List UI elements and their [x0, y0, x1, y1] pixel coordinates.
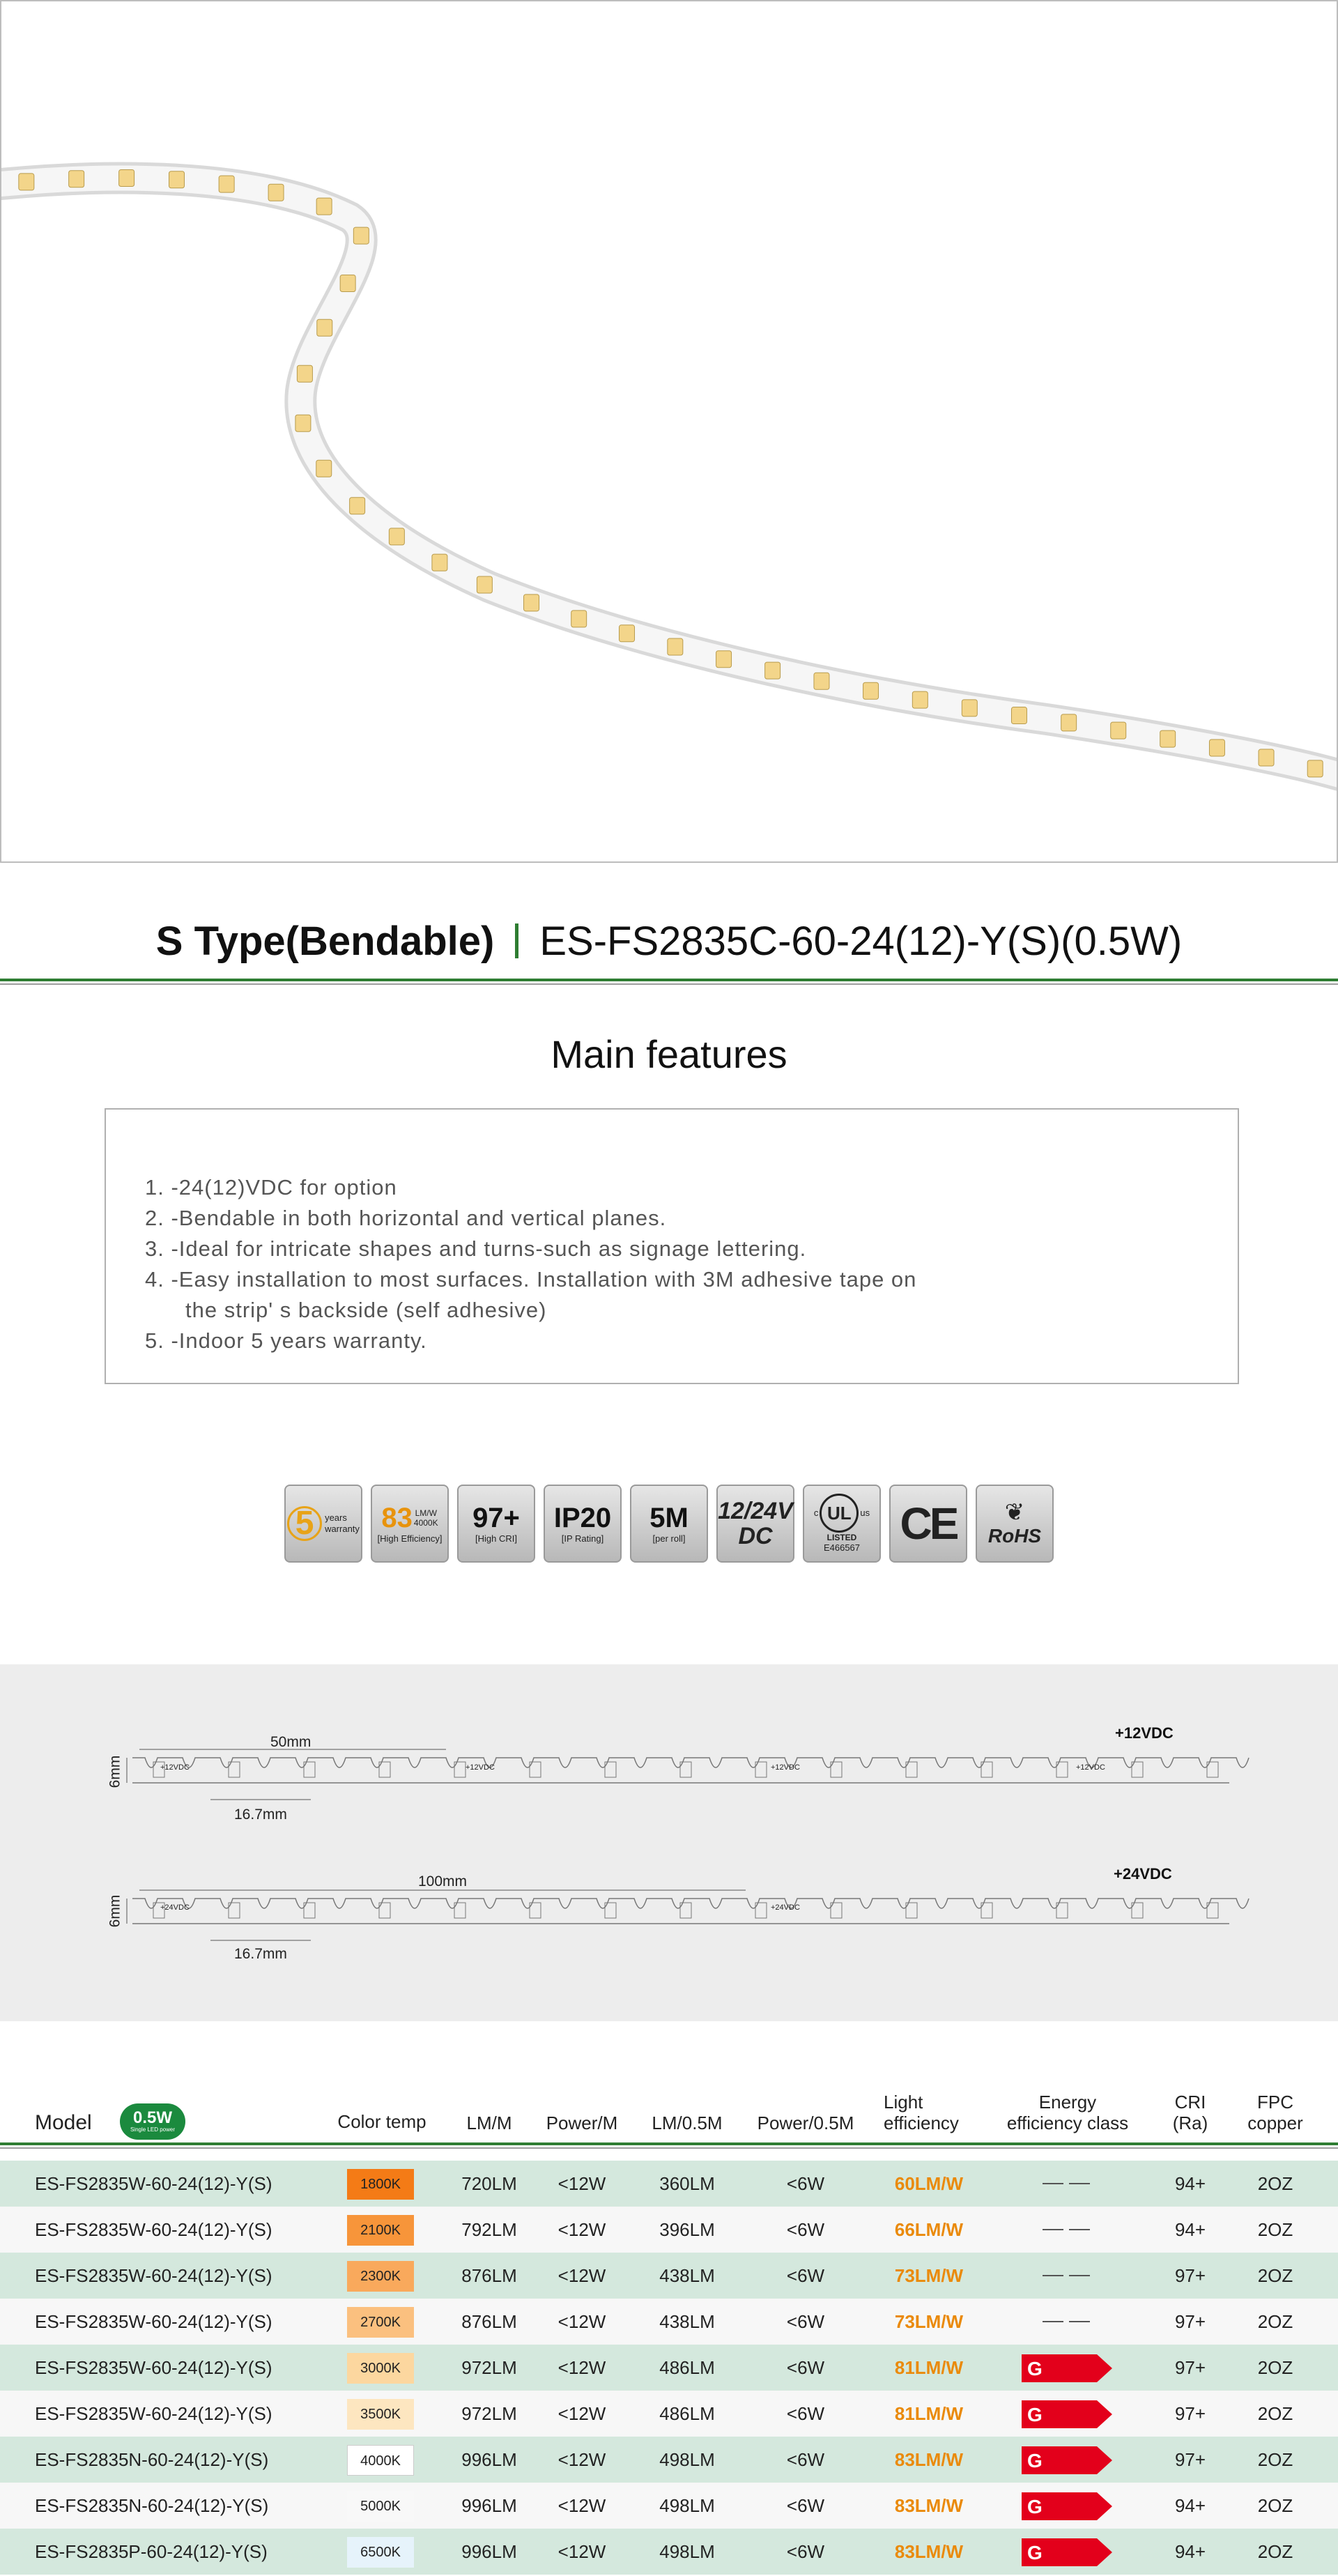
cell-color-temp-swatch: 3000K	[347, 2353, 414, 2384]
efficiency-value: 83	[381, 1503, 413, 1533]
header-light-efficiency-1: Light	[884, 2092, 923, 2113]
header-energy-class-2: efficiency class	[1006, 2113, 1129, 2133]
cell-lm-per-m: 996LM	[461, 2541, 517, 2562]
cell-lm-per-half-m: 396LM	[659, 2219, 715, 2240]
cell-color-temp-swatch: 3500K	[347, 2399, 414, 2430]
cri-caption: [High CRI]	[475, 1533, 517, 1544]
ce-badge	[889, 1485, 967, 1563]
cell-lm-per-half-m: 360LM	[659, 2173, 715, 2194]
energy-class-arrow-icon	[1022, 2538, 1112, 2566]
header-power-per-half-m: Power/0.5M	[757, 2113, 854, 2133]
cell-lm-per-m: 972LM	[461, 2403, 517, 2424]
energy-class-empty	[1043, 2229, 1063, 2230]
energy-class-arrow-icon	[1022, 2400, 1112, 2428]
cell-fpc-copper: 2OZ	[1257, 2219, 1293, 2240]
product-model-title: ES-FS2835C-60-24(12)-Y(S)(0.5W)	[539, 918, 1183, 964]
cell-power-per-half-m: <6W	[786, 2357, 825, 2378]
cell-cri: 94+	[1174, 2541, 1206, 2562]
cell-lm-per-half-m: 438LM	[659, 2265, 715, 2286]
cell-color-temp-swatch: 5000K	[347, 2491, 414, 2522]
product-type-title: S Type(Bendable)	[155, 918, 495, 964]
ce-logo-icon: CE	[900, 1498, 957, 1549]
cell-power-per-m: <12W	[558, 2265, 606, 2286]
rohs-badge	[976, 1485, 1054, 1563]
cell-color-temp-swatch: 2100K	[347, 2215, 414, 2246]
feature-item: 5. -Indoor 5 years warranty.	[145, 1328, 427, 1353]
cell-power-per-half-m: <6W	[786, 2219, 825, 2240]
cell-lm-per-m: 720LM	[461, 2173, 517, 2194]
header-energy-class-1: Energy	[1038, 2092, 1097, 2113]
led-chip	[524, 595, 539, 611]
cell-lm-per-half-m: 486LM	[659, 2403, 715, 2424]
led-chip	[219, 176, 234, 192]
leaf-icon: ❦	[1004, 1499, 1025, 1526]
header-lm-per-half-m: LM/0.5M	[652, 2113, 723, 2133]
cell-color-temp-swatch: 1800K	[347, 2169, 414, 2200]
title-divider-gray	[0, 983, 1338, 985]
table-header-divider-gray	[0, 2147, 1338, 2149]
cell-cri: 94+	[1174, 2173, 1206, 2194]
cell-fpc-copper: 2OZ	[1257, 2403, 1293, 2424]
table-row	[0, 2299, 1338, 2345]
led-chip	[119, 170, 134, 187]
cri-value: 97+	[472, 1503, 520, 1533]
energy-class-letter: G	[1027, 2404, 1043, 2425]
energy-class-empty	[1043, 2183, 1063, 2184]
cell-lm-per-half-m: 498LM	[659, 2495, 715, 2516]
cell-power-per-half-m: <6W	[786, 2173, 825, 2194]
table-row	[0, 2391, 1338, 2437]
led-chip	[432, 554, 447, 571]
length-value: 5M	[649, 1503, 689, 1533]
led-chip	[350, 498, 365, 514]
strip2-pcb-marking: +24VDC	[771, 1903, 800, 1912]
strip1-pcb-marking: +12VDC	[771, 1763, 800, 1772]
header-color-temp: Color temp	[337, 2111, 426, 2132]
cell-fpc-copper: 2OZ	[1257, 2449, 1293, 2470]
roll-length-badge	[630, 1485, 708, 1563]
ul-logo-icon: UL	[820, 1494, 859, 1533]
cell-lm-per-half-m: 498LM	[659, 2541, 715, 2562]
table-row	[0, 2345, 1338, 2391]
led-chip	[1209, 739, 1224, 756]
hero-product-image	[0, 0, 1338, 863]
table-row	[0, 2529, 1338, 2575]
cell-power-per-m: <12W	[558, 2541, 606, 2562]
led-chip	[317, 319, 332, 336]
energy-class-letter: G	[1027, 2542, 1043, 2563]
led-chip	[1111, 722, 1126, 739]
led-chip	[814, 673, 829, 689]
cell-color-temp-swatch: 4000K	[347, 2445, 414, 2476]
spec-table-body	[0, 2161, 1338, 2575]
table-row	[0, 2253, 1338, 2299]
led-chip	[1011, 707, 1026, 724]
cell-power-per-half-m: <6W	[786, 2265, 825, 2286]
header-fpc-1: FPC	[1257, 2092, 1293, 2113]
cell-power-per-half-m: <6W	[786, 2449, 825, 2470]
table-row	[0, 2483, 1338, 2529]
led-chip	[353, 227, 369, 244]
led-chip	[477, 576, 492, 593]
spec-table	[0, 2092, 1338, 2144]
feature-item: 4. -Easy installation to most surfaces. Installation with 3M adhesive tape on	[145, 1267, 917, 1291]
header-fpc-2: copper	[1247, 2113, 1303, 2133]
ul-c: c	[813, 1508, 819, 1518]
feature-item: 3. -Ideal for intricate shapes and turns-such as signage lettering.	[145, 1236, 807, 1261]
led-chip	[389, 528, 404, 545]
header-cri-2: (Ra)	[1172, 2113, 1208, 2133]
cell-lm-per-m: 876LM	[461, 2265, 517, 2286]
cell-color-temp-swatch: 6500K	[347, 2537, 414, 2568]
led-chip	[1160, 730, 1176, 747]
strip1-width-label: 6mm	[107, 1755, 123, 1788]
cell-model: ES-FS2835W-60-24(12)-Y(S)	[35, 2219, 272, 2240]
cell-power-per-half-m: <6W	[786, 2403, 825, 2424]
table-row	[0, 2207, 1338, 2253]
cell-light-efficiency: 83LM/W	[894, 2541, 964, 2562]
led-chip	[295, 415, 311, 431]
energy-class-letter: G	[1027, 2496, 1043, 2517]
cell-power-per-m: <12W	[558, 2449, 606, 2470]
warranty-line1: years	[325, 1512, 347, 1523]
table-header-divider-green	[0, 2142, 1338, 2145]
cell-lm-per-m: 876LM	[461, 2311, 517, 2332]
led-chip	[1061, 714, 1077, 731]
led-chip	[340, 275, 355, 291]
cell-light-efficiency: 60LM/W	[894, 2173, 964, 2194]
header-cri-1: CRI	[1174, 2092, 1206, 2113]
features-heading: Main features	[551, 1032, 787, 1076]
cell-cri: 97+	[1174, 2403, 1206, 2424]
led-chip	[962, 700, 977, 716]
cell-cri: 97+	[1174, 2449, 1206, 2470]
cell-fpc-copper: 2OZ	[1257, 2495, 1293, 2516]
rohs-logo-text: RoHS	[987, 1525, 1042, 1547]
feature-item-continued: the strip' s backside (self adhesive)	[185, 1298, 547, 1322]
warranty-badge	[284, 1485, 362, 1563]
feature-item: 2. -Bendable in both horizontal and vertical planes.	[145, 1206, 667, 1230]
cell-power-per-m: <12W	[558, 2495, 606, 2516]
power-badge-caption: Single LED power	[130, 2126, 176, 2133]
led-chip	[620, 625, 635, 642]
energy-class-empty	[1043, 2321, 1063, 2322]
header-lm-per-m: LM/M	[466, 2113, 512, 2133]
cell-model: ES-FS2835W-60-24(12)-Y(S)	[35, 2403, 272, 2424]
cell-power-per-m: <12W	[558, 2173, 606, 2194]
cell-model: ES-FS2835W-60-24(12)-Y(S)	[35, 2357, 272, 2378]
cell-cri: 97+	[1174, 2311, 1206, 2332]
cell-model: ES-FS2835N-60-24(12)-Y(S)	[35, 2495, 269, 2516]
cell-color-temp-swatch: 2300K	[347, 2261, 414, 2292]
cri-badge	[457, 1485, 535, 1563]
cell-power-per-half-m: <6W	[786, 2495, 825, 2516]
efficiency-cct: 4000K	[413, 1518, 438, 1528]
table-row	[0, 2437, 1338, 2483]
title-separator	[515, 923, 518, 958]
led-chip	[716, 651, 732, 668]
cell-fpc-copper: 2OZ	[1257, 2357, 1293, 2378]
cell-power-per-half-m: <6W	[786, 2311, 825, 2332]
voltage-type: DC	[738, 1523, 773, 1549]
spec-table-header	[0, 2092, 1338, 2144]
cell-model: ES-FS2835W-60-24(12)-Y(S)	[35, 2265, 272, 2286]
cell-cri: 97+	[1174, 2357, 1206, 2378]
energy-class-empty	[1069, 2183, 1090, 2184]
header-light-efficiency-2: efficiency	[884, 2113, 959, 2133]
cell-model: ES-FS2835N-60-24(12)-Y(S)	[35, 2449, 269, 2470]
led-chip	[268, 184, 284, 201]
strip1-pitch-label: 16.7mm	[234, 1807, 287, 1823]
strip2-voltage-label: +24VDC	[1114, 1865, 1172, 1883]
strip1-length-label: 50mm	[270, 1734, 312, 1750]
cell-fpc-copper: 2OZ	[1257, 2173, 1293, 2194]
cell-power-per-m: <12W	[558, 2357, 606, 2378]
strip2-width-label: 6mm	[107, 1894, 123, 1928]
cell-light-efficiency: 66LM/W	[894, 2219, 964, 2240]
cell-light-efficiency: 81LM/W	[894, 2403, 964, 2424]
led-chip	[765, 662, 780, 679]
ul-us: us	[860, 1508, 870, 1518]
ip-value: IP20	[553, 1503, 612, 1533]
energy-class-letter: G	[1027, 2450, 1043, 2471]
strip-outline-top	[132, 1899, 1249, 1908]
ul-number: E466567	[823, 1542, 861, 1553]
cell-cri: 94+	[1174, 2219, 1206, 2240]
energy-class-arrow-icon	[1022, 2354, 1112, 2382]
cell-power-per-m: <12W	[558, 2219, 606, 2240]
table-row	[0, 2161, 1338, 2207]
cell-power-per-m: <12W	[558, 2311, 606, 2332]
dimension-drawings	[0, 1664, 1338, 2021]
cell-model: ES-FS2835W-60-24(12)-Y(S)	[35, 2173, 272, 2194]
led-chip	[297, 365, 312, 382]
led-chip	[19, 174, 34, 190]
cell-fpc-copper: 2OZ	[1257, 2541, 1293, 2562]
title-divider-green	[0, 979, 1338, 981]
cell-power-per-m: <12W	[558, 2403, 606, 2424]
cell-light-efficiency: 73LM/W	[894, 2311, 964, 2332]
ip-caption: [IP Rating]	[561, 1533, 604, 1544]
efficiency-unit: LM/W	[415, 1508, 437, 1518]
energy-class-empty	[1069, 2321, 1090, 2322]
energy-class-arrow-icon	[1022, 2492, 1112, 2520]
cell-light-efficiency: 73LM/W	[894, 2265, 964, 2286]
certification-badges	[0, 1485, 1338, 1563]
cell-lm-per-m: 972LM	[461, 2357, 517, 2378]
strip2-pitch-label: 16.7mm	[234, 1946, 287, 1962]
led-chip	[1259, 749, 1274, 766]
led-chip	[912, 691, 928, 708]
cell-light-efficiency: 81LM/W	[894, 2357, 964, 2378]
led-chip	[668, 638, 683, 655]
led-strip-illustration	[1, 1, 1338, 863]
led-chip	[169, 171, 185, 188]
cell-power-per-half-m: <6W	[786, 2541, 825, 2562]
ul-listed-text: LISTED	[826, 1533, 857, 1542]
cell-fpc-copper: 2OZ	[1257, 2265, 1293, 2286]
cell-model: ES-FS2835W-60-24(12)-Y(S)	[35, 2311, 272, 2332]
led-chip	[69, 171, 84, 187]
single-led-power-badge	[120, 2103, 185, 2140]
power-badge-value: 0.5W	[132, 2108, 172, 2127]
cell-lm-per-half-m: 498LM	[659, 2449, 715, 2470]
led-chip	[1307, 760, 1323, 777]
dimension-drawing-section	[0, 1664, 1338, 2021]
cell-lm-per-m: 996LM	[461, 2495, 517, 2516]
energy-class-empty	[1043, 2275, 1063, 2276]
cell-fpc-copper: 2OZ	[1257, 2311, 1293, 2332]
strip2-pcb-marking: +24VDC	[160, 1903, 190, 1912]
energy-class-letter: G	[1027, 2358, 1043, 2379]
strip1-pcb-marking: +12VDC	[160, 1763, 190, 1772]
cell-light-efficiency: 83LM/W	[894, 2495, 964, 2516]
length-caption: [per roll]	[652, 1533, 686, 1544]
cell-lm-per-m: 792LM	[461, 2219, 517, 2240]
efficiency-badge	[371, 1485, 449, 1563]
header-model: Model	[35, 2111, 92, 2134]
led-chip	[863, 682, 879, 699]
energy-class-empty	[1069, 2229, 1090, 2230]
strip1-pcb-marking: +12VDC	[1076, 1763, 1105, 1772]
voltage-badge	[716, 1485, 794, 1563]
led-chip	[571, 611, 587, 627]
ip-rating-badge	[544, 1485, 622, 1563]
cell-color-temp-swatch: 2700K	[347, 2307, 414, 2338]
feature-item: 1. -24(12)VDC for option	[145, 1175, 397, 1199]
efficiency-caption: [High Efficiency]	[377, 1533, 443, 1544]
cell-lm-per-half-m: 486LM	[659, 2357, 715, 2378]
ul-listed-badge	[803, 1485, 881, 1563]
voltage-value: 12/24V	[718, 1498, 793, 1524]
cell-model: ES-FS2835P-60-24(12)-Y(S)	[35, 2541, 268, 2562]
led-chip	[316, 460, 332, 477]
cell-lm-per-m: 996LM	[461, 2449, 517, 2470]
cell-cri: 97+	[1174, 2265, 1206, 2286]
warranty-line2: warranty	[325, 1524, 360, 1534]
strip1-pcb-marking: +12VDC	[466, 1763, 495, 1772]
cell-lm-per-half-m: 438LM	[659, 2311, 715, 2332]
energy-class-arrow-icon	[1022, 2446, 1112, 2474]
product-title-row	[0, 913, 1338, 969]
warranty-number: 5	[287, 1506, 322, 1541]
led-chip	[316, 198, 332, 215]
strip1-voltage-label: +12VDC	[1115, 1724, 1174, 1742]
cell-light-efficiency: 83LM/W	[894, 2449, 964, 2470]
energy-class-empty	[1069, 2275, 1090, 2276]
cell-cri: 94+	[1174, 2495, 1206, 2516]
strip2-length-label: 100mm	[418, 1873, 468, 1889]
header-power-per-m: Power/M	[546, 2113, 618, 2133]
features-box	[105, 1108, 1239, 1384]
